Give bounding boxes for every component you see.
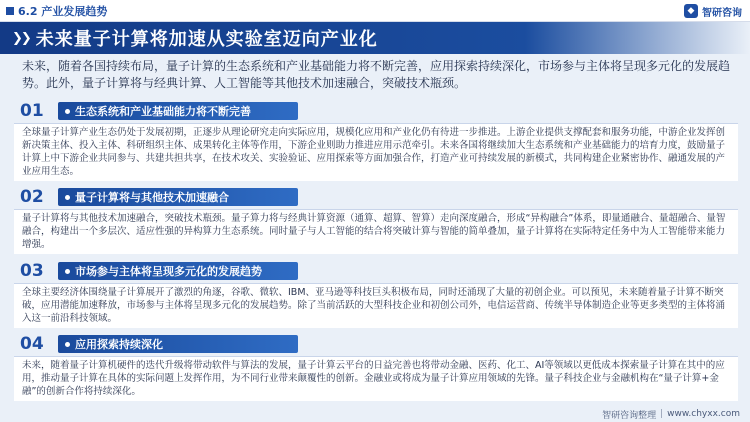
brand [684, 3, 742, 19]
section-label: 6.2 产业发展趋势 [18, 5, 108, 18]
section-tag [6, 4, 107, 18]
section-header [10, 261, 742, 281]
section-heading: 市场参与主体将呈现多元化的发展趋势 [75, 265, 262, 278]
double-chevron-icon: ❯❯ [12, 30, 30, 46]
section-number: 01 [20, 101, 44, 121]
footer-source: 智研咨询整理 [602, 410, 657, 421]
section-number: 04 [20, 334, 44, 354]
brand-logo-icon: ◆ [684, 4, 698, 18]
page-title: 未来量子计算将加速从实验室迈向产业化 [35, 29, 378, 50]
brand-name: 智研咨询 [702, 7, 742, 19]
footer-separator: | [660, 409, 664, 419]
footer [0, 406, 750, 422]
section-text: 未来，随着量子计算机硬件的迭代升级将带动软件与算法的发展，量子计算云平台的日益完善也将带动金融、医药、化工、AI等领域以更低成本探索量子计算在其中的应用，推动量子计算在具体的实际问题上发挥作用，为不同行业带来颠覆性的创新。金融业或将成为量子计算应用领域的先锋。量子科技企业与金融机构在“量子计算+金融”的创新合作将持续深化。 [14, 356, 738, 401]
section-heading-bar [58, 262, 298, 280]
intro-paragraph: 未来，随着各国持续布局，量子计算的生态系统和产业基础能力将不断完善，应用探索持续深化，市场参与主体将呈现多元化的发展趋势。此外，量子计算将与经典计算、人工智能等其他技术加速融合，突破技术瓶颈。 [22, 59, 731, 90]
section-03 [10, 261, 742, 328]
section-number: 02 [20, 187, 44, 207]
section-header [10, 334, 742, 354]
title-banner [0, 22, 750, 54]
section-number: 03 [20, 261, 44, 281]
square-bullet-icon [6, 7, 14, 15]
section-01 [10, 101, 742, 181]
section-header [10, 187, 742, 207]
section-header [10, 101, 742, 121]
section-heading: 生态系统和产业基础能力将不断完善 [75, 105, 251, 118]
section-heading-bar [58, 335, 298, 353]
footer-url: www.chyxx.com [667, 409, 740, 419]
section-heading: 应用探索持续深化 [75, 338, 163, 351]
section-04 [10, 334, 742, 401]
section-text: 全球量子计算产业生态仍处于发展初期，正逐步从理论研究走向实际应用，规模化应用和产业化仍有待进一步推进。上游企业提供支撑配套和服务功能，中游企业发挥创新决策主体、投入主体、科研组织主体、成果转化主体等作用，下游企业则助力推进应用示范牵引。未来各国将继续加大生态系统和产业基础能力的培育力度，鼓励量子计算上中下游企业共同参与、共建共担共享，在技术攻关、实验验证、应用探索等方面加强合作，打造产业可持续发展的新模式，共同构建企业紧密协作、融通发展的产业应用生态。 [14, 123, 738, 181]
section-heading: 量子计算将与其他技术加速融合 [75, 191, 229, 204]
section-heading-bar [58, 188, 298, 206]
section-heading-bar [58, 102, 298, 120]
section-text: 量子计算将与其他技术加速融合，突破技术瓶颈。量子算力将与经典计算资源（通算、超算、智算）走向深度融合，形成“异构融合”体系，即量通融合、量超融合、量智融合，构建出一个多层次、适应性强的异构算力生态系统。同时量子与人工智能的结合将突破计算与智能的简单叠加，量子计算将在实际特定任务中为人工智能带来能力增强。 [14, 209, 738, 254]
section-text: 全球主要经济体围绕量子计算展开了激烈的角逐，谷歌、微软、IBM、亚马逊等科技巨头积极布局，同时还涌现了大量的初创企业。可以预见，未来随着量子计算不断突破，应用潜能加速释放，市场参与主体将呈现多元化的发展趋势。除了当前活跃的大型科技企业和初创公司外，电信运营商、传统半导体制造企业等更多类型的主体将涌入这一前沿科技领域。 [14, 283, 738, 328]
bullet-dot-icon [65, 109, 70, 114]
section-02 [10, 187, 742, 254]
bullet-dot-icon [65, 195, 70, 200]
bullet-dot-icon [65, 269, 70, 274]
top-bar [0, 0, 750, 22]
bullet-dot-icon [65, 342, 70, 347]
